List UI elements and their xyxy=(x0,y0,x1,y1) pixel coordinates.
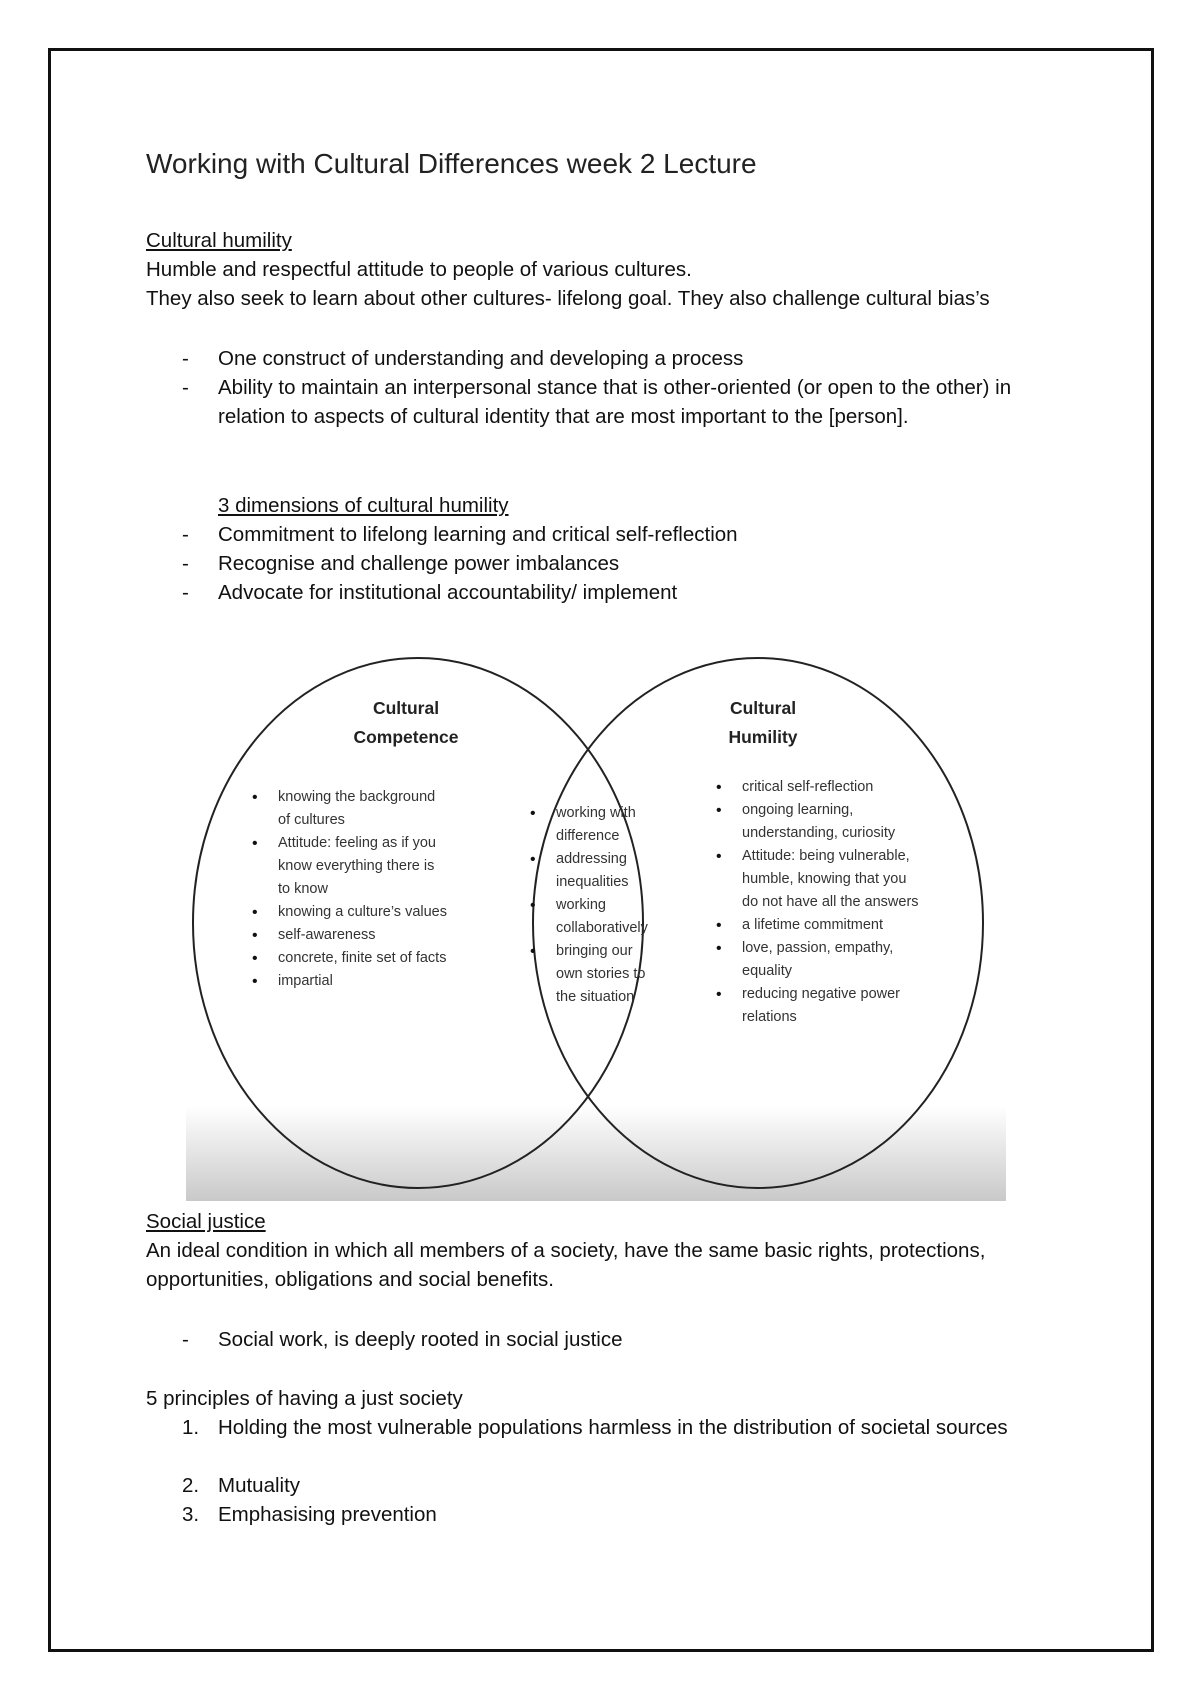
dimensions-heading: 3 dimensions of cultural humility xyxy=(218,494,509,517)
venn-left-title xyxy=(336,694,476,752)
list-item: • bringing our own stories to the situation xyxy=(526,940,652,1009)
dimension-item-3: Advocate for institutional accountability/ implement xyxy=(218,581,678,604)
venn-left-list xyxy=(248,786,448,993)
venn-right-list xyxy=(712,776,922,1029)
social-justice-line-1: An ideal condition in which all members of a society, have the same basic rights, protections, xyxy=(146,1239,986,1262)
social-justice-bullet: Social work, is deeply rooted in social justice xyxy=(218,1328,623,1351)
list-item: • working with difference xyxy=(526,802,652,848)
dash-marker: - xyxy=(182,581,189,604)
cultural-humility-line-1: Humble and respectful attitude to people of various cultures. xyxy=(146,258,692,281)
humility-bullet-1: One construct of understanding and developing a process xyxy=(218,347,744,370)
list-item: • critical self-reflection xyxy=(712,776,922,799)
dash-marker: - xyxy=(182,552,189,575)
list-item: • impartial xyxy=(248,970,448,993)
dash-marker: - xyxy=(182,347,189,370)
venn-right-title xyxy=(700,694,826,752)
list-item: • knowing a culture’s values xyxy=(248,901,448,924)
list-item: • working collaboratively xyxy=(526,894,652,940)
principle-number-2: 2. xyxy=(182,1474,200,1497)
social-justice-heading: Social justice xyxy=(146,1210,266,1233)
list-item: • knowing the background of cultures xyxy=(248,786,448,832)
list-item: • concrete, finite set of facts xyxy=(248,947,448,970)
list-item: • ongoing learning, understanding, curiosity xyxy=(712,799,922,845)
list-item: • self-awareness xyxy=(248,924,448,947)
list-item: • Attitude: being vulnerable, humble, knowing that you do not have all the answers xyxy=(712,845,922,914)
humility-bullet-2: Ability to maintain an interpersonal stance that is other-oriented (or open to the other) in relation to aspects of cultural identity that are most important to the [person]. xyxy=(218,376,1012,428)
list-item: • reducing negative power relations xyxy=(712,983,922,1029)
dash-marker: - xyxy=(182,1328,189,1351)
principle-item-2: Mutuality xyxy=(218,1474,301,1497)
principle-number-1: 1. xyxy=(182,1416,200,1439)
venn-right-title-line-2: Humility xyxy=(728,727,798,747)
list-item: • love, passion, empathy, equality xyxy=(712,937,922,983)
page-title: Working with Cultural Differences week 2 Lecture xyxy=(146,148,757,179)
list-item: • addressing inequalities xyxy=(526,848,652,894)
venn-diagram xyxy=(186,656,1006,1201)
dimension-item-1: Commitment to lifelong learning and critical self-reflection xyxy=(218,523,738,546)
cultural-humility-heading: Cultural humility xyxy=(146,229,292,252)
principles-heading: 5 principles of having a just society xyxy=(146,1387,463,1410)
dash-marker: - xyxy=(182,523,189,546)
venn-right-title-line-1: Cultural xyxy=(729,698,797,718)
dash-marker: - xyxy=(182,376,189,399)
venn-left-title-line-2: Competence xyxy=(353,727,459,747)
social-justice-line-2: opportunities, obligations and social benefits. xyxy=(146,1268,554,1291)
principle-item-1: Holding the most vulnerable populations harmless in the distribution of societal sources xyxy=(218,1416,1008,1439)
list-item: • Attitude: feeling as if you know everything there is to know xyxy=(248,832,448,901)
venn-center-list xyxy=(526,802,652,1009)
list-item: • a lifetime commitment xyxy=(712,914,922,937)
principle-item-3: Emphasising prevention xyxy=(218,1503,437,1526)
principle-number-3: 3. xyxy=(182,1503,200,1526)
dimension-item-2: Recognise and challenge power imbalances xyxy=(218,552,620,575)
cultural-humility-line-2: They also seek to learn about other cultures- lifelong goal. They also challenge cultural bias’s xyxy=(146,287,990,310)
venn-left-title-line-1: Cultural xyxy=(372,698,440,718)
